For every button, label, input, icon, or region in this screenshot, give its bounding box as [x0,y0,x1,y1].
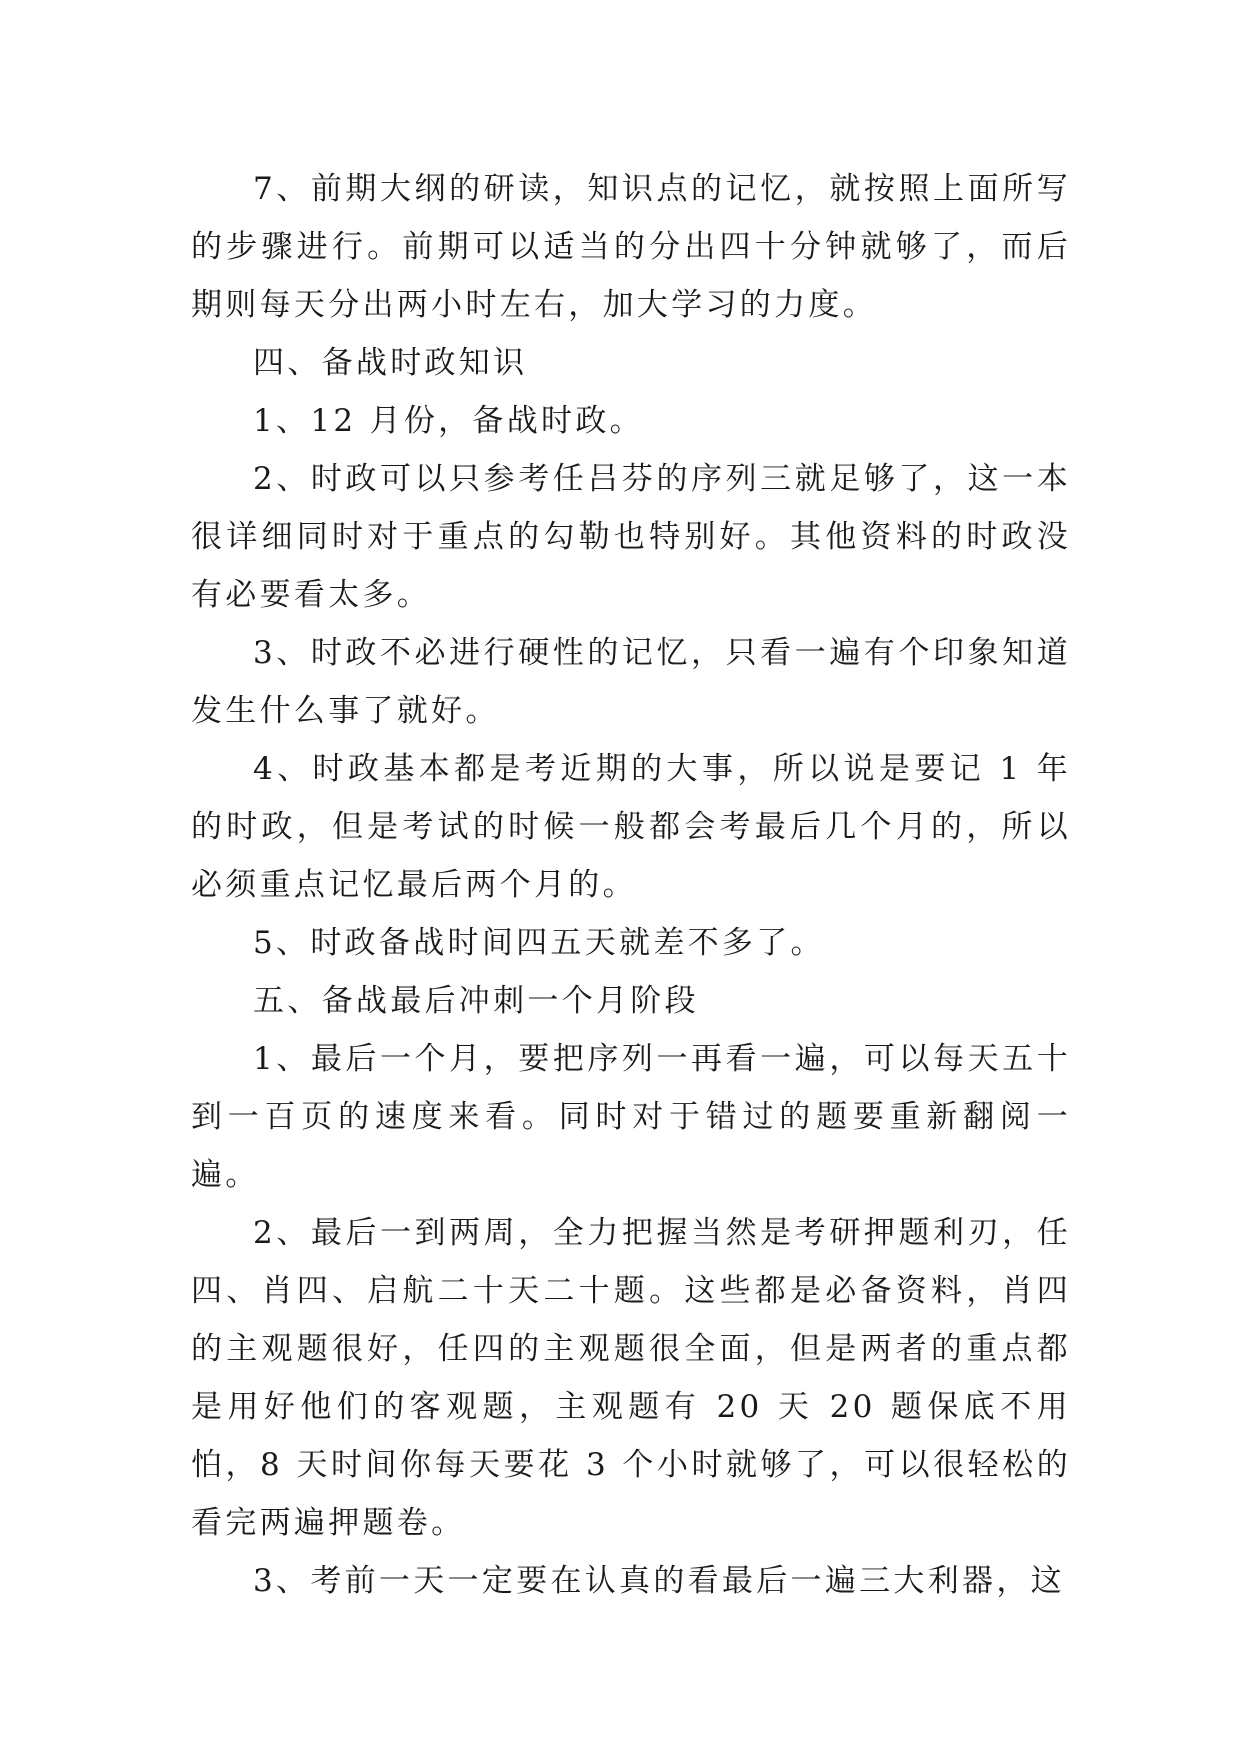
section-heading-4: 四、备战时政知识 [253,345,528,381]
document-body [191,160,1071,1610]
paragraph-item-7: 7、前期大纲的研读，知识点的记忆，就按照上面所写的步骤进行。前期可以适当的分出四十分钟就够了，而后期则每天分出两小时左右，加大学习的力度。 [191,171,1071,323]
paragraph-item-4-3: 3、时政不必进行硬性的记忆，只看一遍有个印象知道发生什么事了就好。 [191,635,1071,729]
paragraph-item-4-4: 4、时政基本都是考近期的大事，所以说是要记 1 年的时政，但是考试的时候一般都会考最后几个月的，所以必须重点记忆最后两个月的。 [191,751,1071,903]
paragraph-item-4-5: 5、时政备战时间四五天就差不多了。 [253,925,825,961]
paragraph-item-5-3: 3、考前一天一定要在认真的看最后一遍三大利器，这 [253,1563,1065,1599]
section-heading-5: 五、备战最后冲刺一个月阶段 [253,983,699,1019]
paragraph-item-5-2: 2、最后一到两周，全力把握当然是考研押题利刃，任四、肖四、启航二十天二十题。这些都是必备资料，肖四的主观题很好，任四的主观题很全面，但是两者的重点都是用好他们的客观题，主观题有 20 天 20 题保底不用怕，8 天时间你每天要花 3 个小时就够了，可以很轻松的看完两遍押题卷。 [191,1215,1071,1541]
paragraph-item-4-1: 1、12 月份，备战时政。 [253,403,644,439]
paragraph-item-5-1: 1、最后一个月，要把序列一再看一遍，可以每天五十到一百页的速度来看。同时对于错过的题要重新翻阅一遍。 [191,1041,1071,1193]
paragraph-item-4-2: 2、时政可以只参考任吕芬的序列三就足够了，这一本很详细同时对于重点的勾勒也特别好。其他资料的时政没有必要看太多。 [191,461,1071,613]
